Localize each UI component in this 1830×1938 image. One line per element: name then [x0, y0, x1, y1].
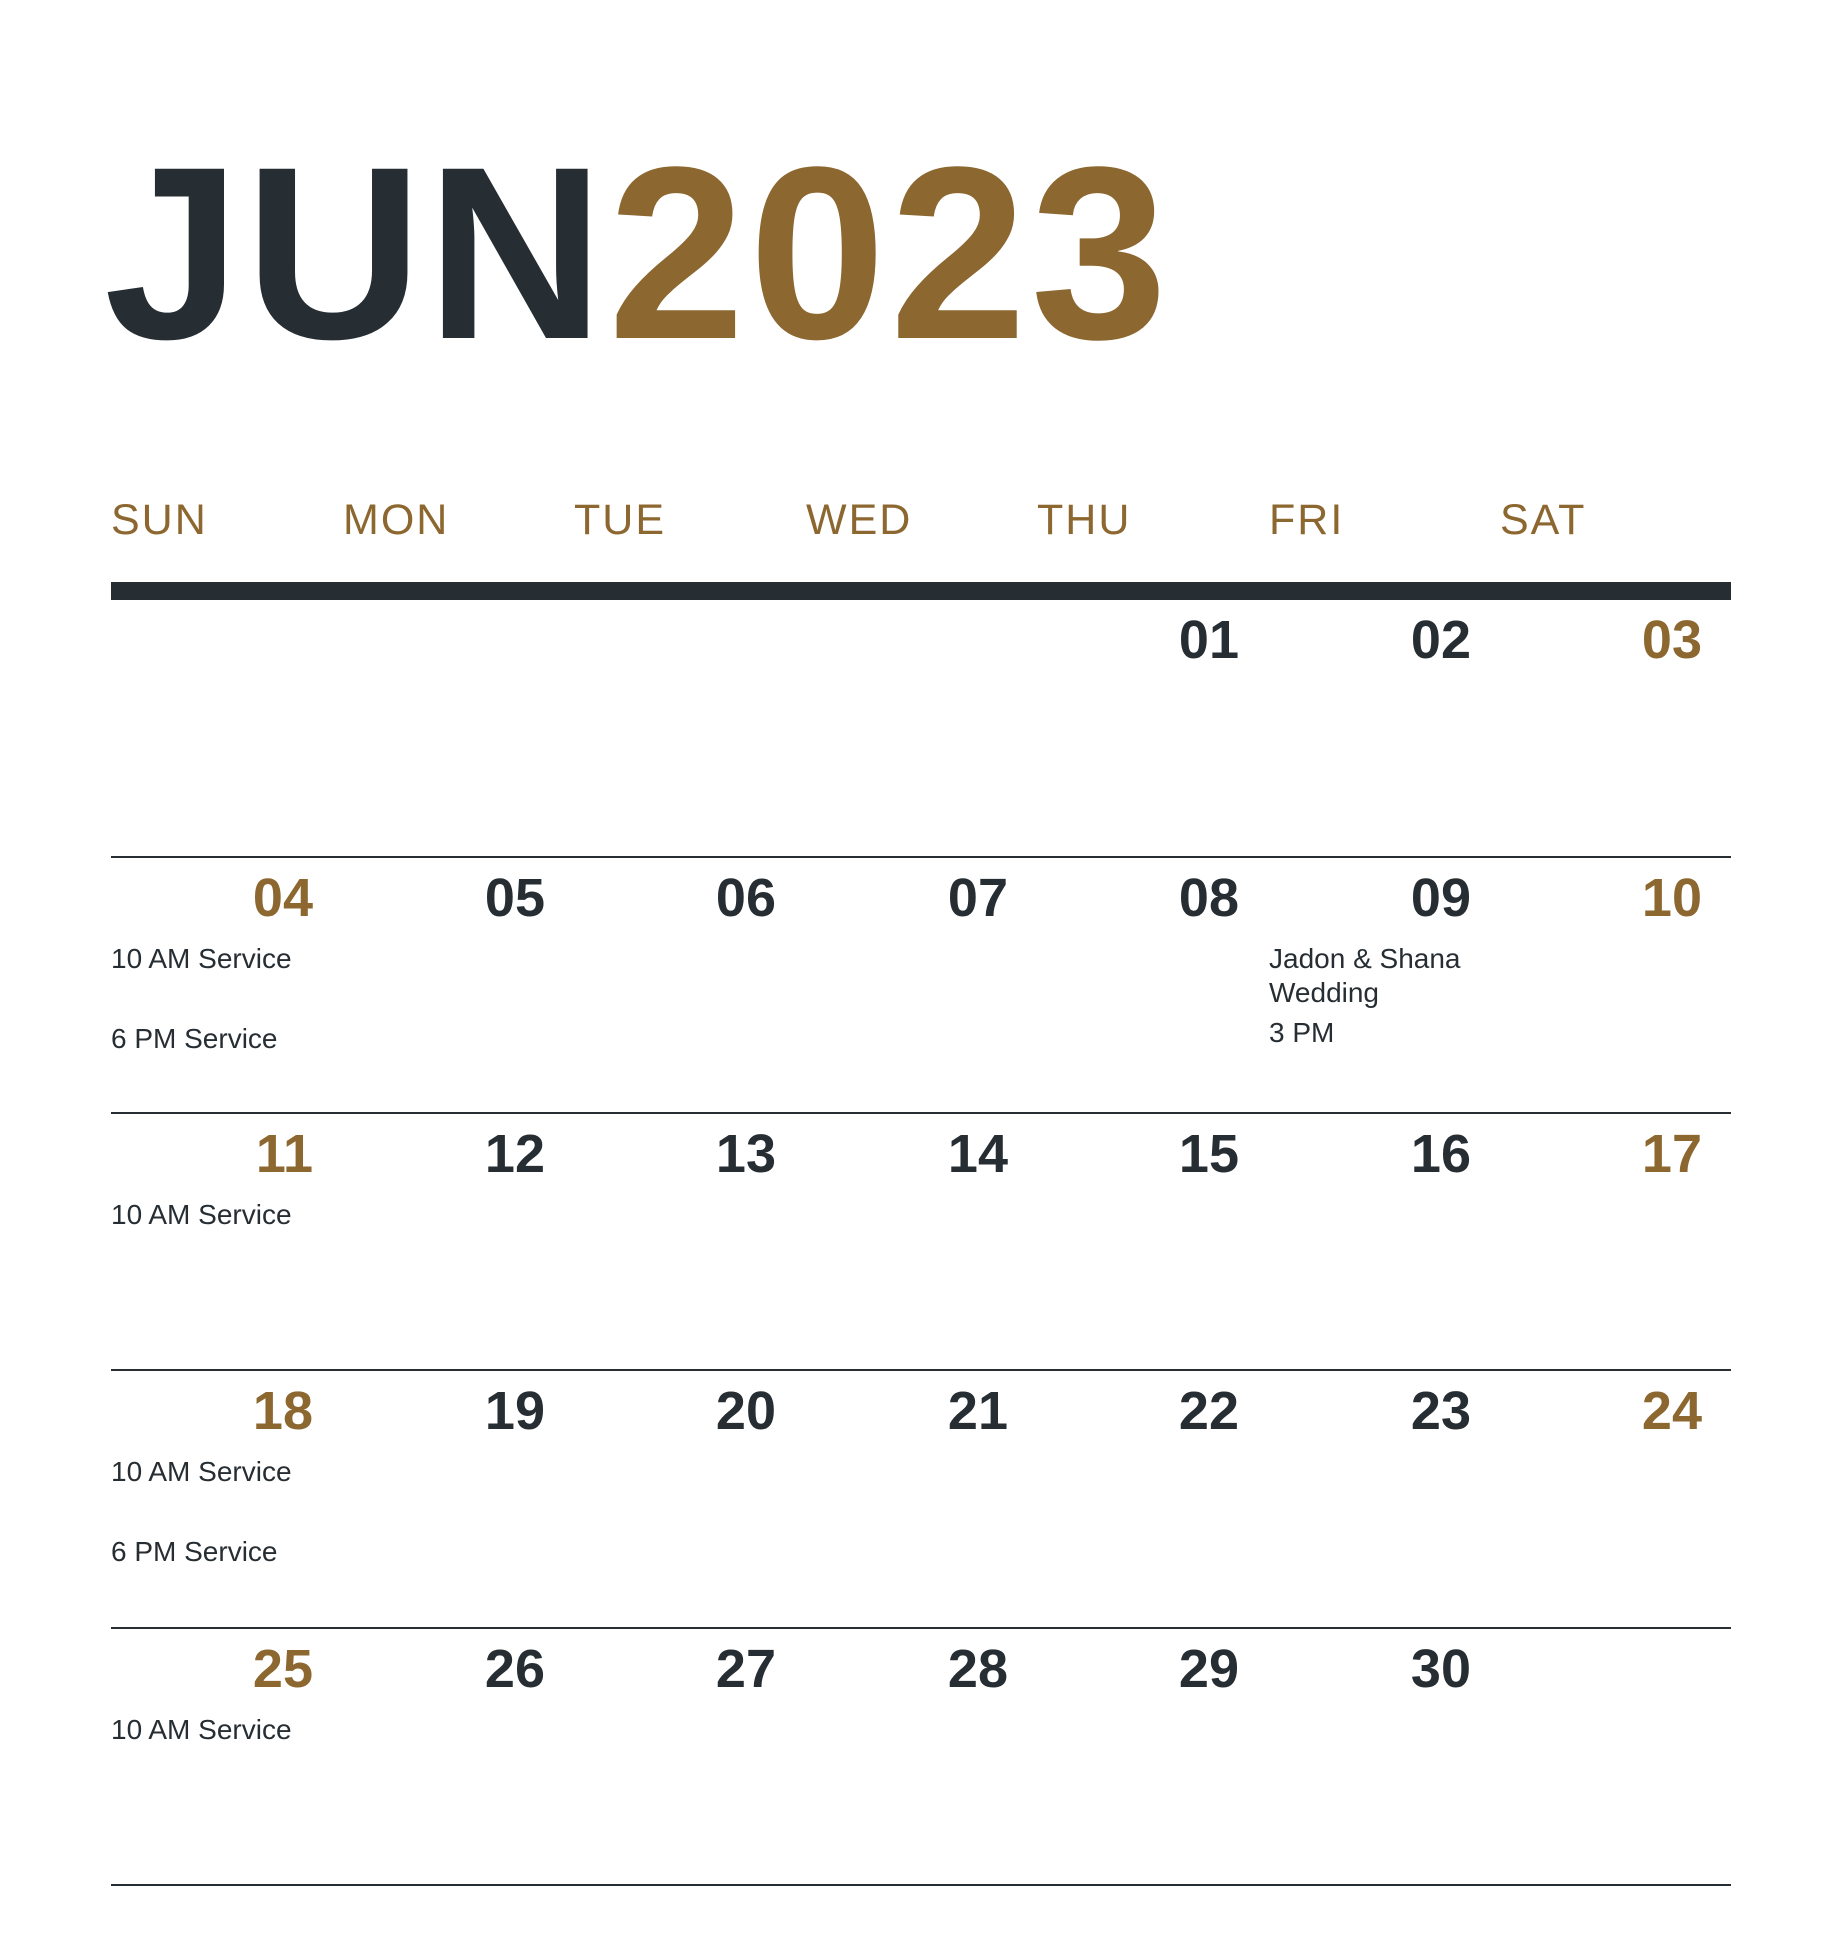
weekday-sat: SAT	[1500, 496, 1587, 544]
day-cell[interactable]	[806, 1371, 1008, 1627]
day-number: 11	[255, 1124, 313, 1184]
day-cell[interactable]	[1269, 600, 1471, 856]
event-list	[111, 942, 371, 1102]
day-cell[interactable]	[1269, 1371, 1471, 1627]
day-number: 10	[1641, 868, 1702, 928]
day-cell[interactable]	[1269, 858, 1471, 1112]
day-number: 03	[1641, 610, 1702, 670]
day-cell-empty	[343, 600, 545, 856]
weekday-sun: SUN	[111, 496, 208, 544]
day-number: 14	[947, 1124, 1008, 1184]
day-cell[interactable]	[343, 858, 545, 1112]
day-cell[interactable]	[111, 1629, 313, 1884]
day-number: 07	[947, 868, 1008, 928]
day-number: 01	[1178, 610, 1239, 670]
day-number: 15	[1178, 1124, 1239, 1184]
event-item[interactable]: 10 AM Service	[111, 1456, 292, 1487]
day-number: 27	[715, 1639, 776, 1699]
day-cell[interactable]	[1269, 1629, 1471, 1884]
day-cell[interactable]	[1037, 858, 1239, 1112]
event-item[interactable]: 3 PM	[1269, 1017, 1335, 1048]
day-cell[interactable]	[574, 1371, 776, 1627]
day-number: 06	[715, 868, 776, 928]
event-item[interactable]: 10 AM Service	[111, 1199, 292, 1230]
calendar-grid	[111, 600, 1731, 1882]
day-cell[interactable]	[574, 1114, 776, 1369]
day-number: 23	[1410, 1381, 1471, 1441]
day-cell[interactable]	[1500, 858, 1702, 1112]
day-cell[interactable]	[806, 1629, 1008, 1884]
day-cell[interactable]	[343, 1114, 545, 1369]
day-cell[interactable]	[1500, 600, 1702, 856]
week-row	[111, 1629, 1731, 1886]
day-number: 29	[1178, 1639, 1239, 1699]
day-number: 19	[484, 1381, 545, 1441]
week-row	[111, 600, 1731, 858]
day-cell-empty	[574, 600, 776, 856]
day-cell[interactable]	[1037, 600, 1239, 856]
month-label: JUN	[104, 116, 609, 391]
day-cell[interactable]	[806, 858, 1008, 1112]
day-number: 25	[252, 1639, 313, 1699]
day-number: 28	[947, 1639, 1008, 1699]
day-number: 17	[1641, 1124, 1702, 1184]
day-cell[interactable]	[806, 1114, 1008, 1369]
day-number: 24	[1641, 1381, 1702, 1441]
day-cell[interactable]	[343, 1629, 545, 1884]
calendar-title	[104, 116, 1172, 391]
week-row	[111, 858, 1731, 1114]
day-cell[interactable]	[343, 1371, 545, 1627]
day-number: 09	[1410, 868, 1471, 928]
day-number: 04	[252, 868, 313, 928]
day-number: 12	[484, 1124, 545, 1184]
week-row	[111, 1114, 1731, 1371]
day-cell-empty	[806, 600, 1008, 856]
week-row	[111, 1371, 1731, 1629]
day-cell-empty	[111, 600, 313, 856]
day-cell[interactable]	[111, 1114, 313, 1369]
day-number: 22	[1178, 1381, 1239, 1441]
day-number: 08	[1178, 868, 1239, 928]
weekday-tue: TUE	[574, 496, 666, 544]
header-divider	[111, 582, 1731, 600]
event-list	[111, 1198, 371, 1278]
day-cell[interactable]	[1037, 1371, 1239, 1627]
day-number: 18	[252, 1381, 313, 1441]
day-number: 30	[1410, 1639, 1471, 1699]
event-item[interactable]: 6 PM Service	[111, 1023, 278, 1054]
event-list	[111, 1455, 371, 1615]
event-item[interactable]: 6 PM Service	[111, 1536, 278, 1567]
day-cell-empty	[1500, 1629, 1702, 1884]
day-cell[interactable]	[111, 858, 313, 1112]
day-cell[interactable]	[1269, 1114, 1471, 1369]
weekday-thu: THU	[1037, 496, 1132, 544]
day-number: 20	[715, 1381, 776, 1441]
day-cell[interactable]	[1500, 1114, 1702, 1369]
event-item[interactable]: 10 AM Service	[111, 943, 292, 974]
day-number: 05	[484, 868, 545, 928]
day-number: 02	[1410, 610, 1471, 670]
event-list	[1269, 942, 1529, 1096]
day-number: 26	[484, 1639, 545, 1699]
day-cell[interactable]	[1037, 1629, 1239, 1884]
day-cell[interactable]	[574, 1629, 776, 1884]
event-item[interactable]: Jadon & Shana Wedding	[1269, 943, 1461, 1008]
year-label: 2023	[608, 116, 1172, 391]
event-item[interactable]: 10 AM Service	[111, 1714, 292, 1745]
day-number: 16	[1410, 1124, 1471, 1184]
event-list	[111, 1713, 371, 1793]
weekday-mon: MON	[343, 496, 450, 544]
day-cell[interactable]	[1500, 1371, 1702, 1627]
day-cell[interactable]	[111, 1371, 313, 1627]
day-cell[interactable]	[1037, 1114, 1239, 1369]
weekday-fri: FRI	[1269, 496, 1345, 544]
weekday-header	[111, 490, 1731, 550]
weekday-wed: WED	[806, 496, 913, 544]
day-cell[interactable]	[574, 858, 776, 1112]
day-number: 13	[715, 1124, 776, 1184]
day-number: 21	[947, 1381, 1008, 1441]
